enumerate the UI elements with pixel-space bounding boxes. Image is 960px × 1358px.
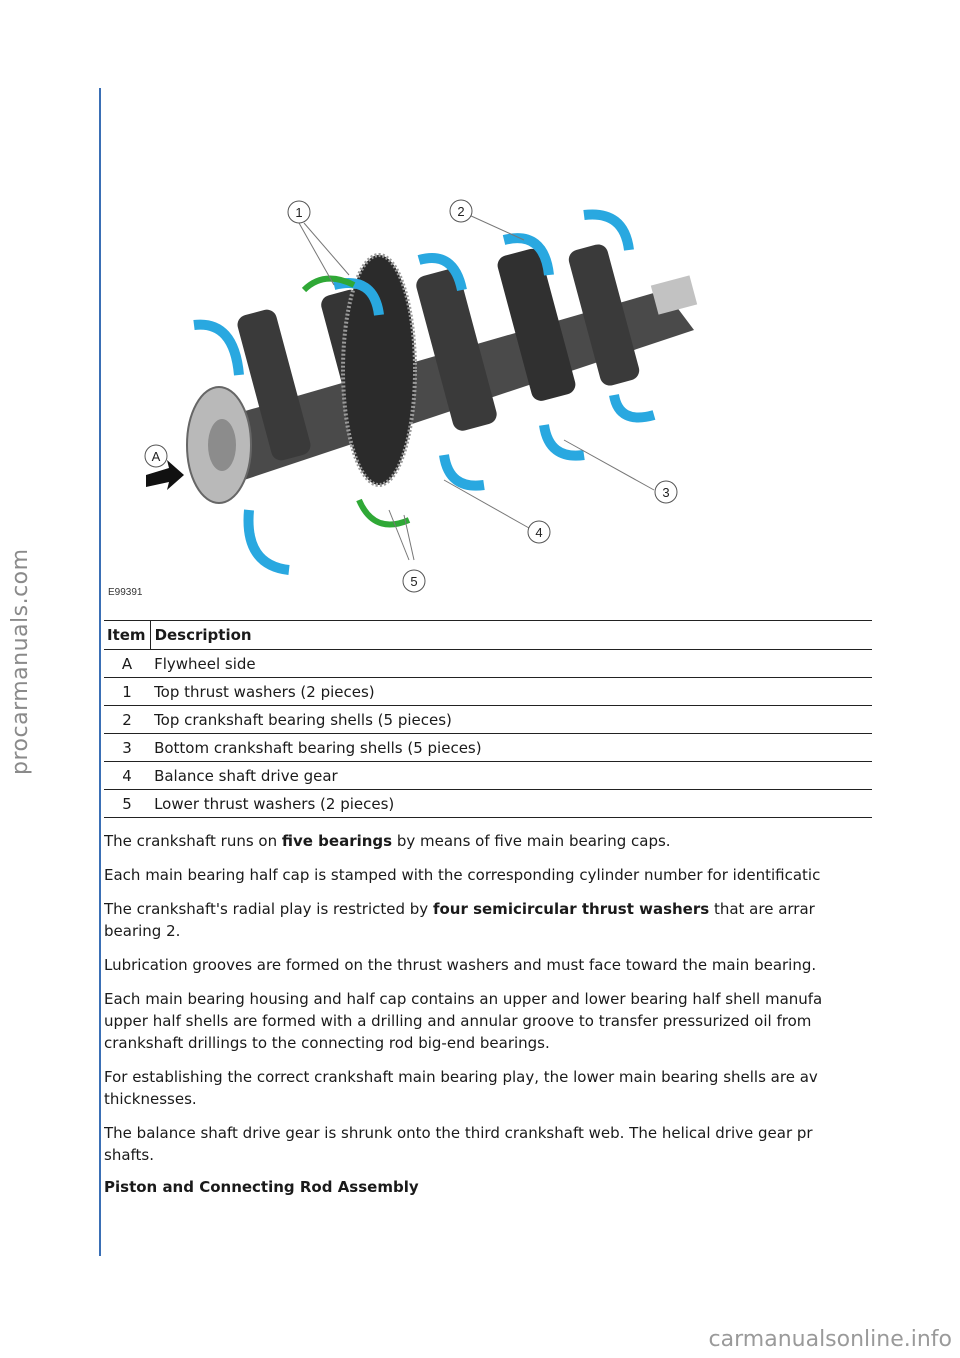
table-row	[104, 706, 872, 734]
row-description: Top thrust washers (2 pieces)	[150, 678, 872, 706]
callout-4	[528, 521, 550, 543]
callout-4-label: 4	[535, 525, 543, 540]
callout-3	[655, 481, 677, 503]
section-heading: Piston and Connecting Rod Assembly	[104, 1178, 419, 1196]
side-watermark: procarmanuals.com	[8, 548, 33, 775]
row-item: 3	[104, 734, 150, 762]
table-header-row	[104, 621, 872, 650]
paragraph-balance-gear: The balance shaft drive gear is shrunk onto the third crankshaft web. The helical drive gear pr shafts.	[104, 1124, 813, 1164]
header-item: Item	[104, 621, 150, 650]
row-description: Balance shaft drive gear	[150, 762, 872, 790]
paragraph-half-shells: Each main bearing housing and half cap contains an upper and lower bearing half shell manufa upper half shells are formed with a drilling and annular groove to transfer pressurized oil from crankshaft drillings to the connecting rod big-end bearings.	[104, 990, 823, 1052]
paragraph-bearings: The crankshaft runs on five bearings by means of five main bearing caps.	[104, 832, 671, 850]
table-row	[104, 734, 872, 762]
row-item: 4	[104, 762, 150, 790]
callout-5	[403, 570, 425, 592]
callout-a	[145, 445, 167, 467]
paragraph-bearing-play: For establishing the correct crankshaft main bearing play, the lower main bearing shells are av thicknesses.	[104, 1068, 818, 1108]
callout-2	[450, 200, 472, 222]
margin-rule	[99, 88, 101, 1256]
row-description: Top crankshaft bearing shells (5 pieces)	[150, 706, 872, 734]
callout-1-label: 1	[295, 205, 303, 220]
paragraph-lubrication: Lubrication grooves are formed on the thrust washers and must face toward the main bearing.	[104, 956, 817, 974]
row-item: A	[104, 650, 150, 678]
table-row	[104, 790, 872, 818]
header-description: Description	[150, 621, 872, 650]
callout-2-label: 2	[457, 204, 465, 219]
row-item: 1	[104, 678, 150, 706]
crankshaft-figure	[104, 190, 704, 605]
row-item: 5	[104, 790, 150, 818]
paragraph-half-cap: Each main bearing half cap is stamped with the corresponding cylinder number for identificatic	[104, 866, 821, 884]
row-description: Lower thrust washers (2 pieces)	[150, 790, 872, 818]
callout-a-label: A	[151, 449, 161, 464]
table-row	[104, 650, 872, 678]
row-description: Flywheel side	[150, 650, 872, 678]
bottom-watermark: carmanualsonline.info	[708, 1327, 952, 1352]
callout-5-label: 5	[410, 574, 418, 589]
item-table	[104, 620, 872, 818]
content	[104, 620, 872, 1196]
callout-3-label: 3	[662, 485, 670, 500]
figure-code: E99391	[108, 587, 143, 598]
table-row	[104, 678, 872, 706]
row-item: 2	[104, 706, 150, 734]
row-description: Bottom crankshaft bearing shells (5 pieces)	[150, 734, 872, 762]
table-row	[104, 762, 872, 790]
paragraph-radial-play: The crankshaft's radial play is restricted by four semicircular thrust washers that are arrar bearing 2.	[104, 900, 815, 940]
callout-1	[288, 201, 310, 223]
